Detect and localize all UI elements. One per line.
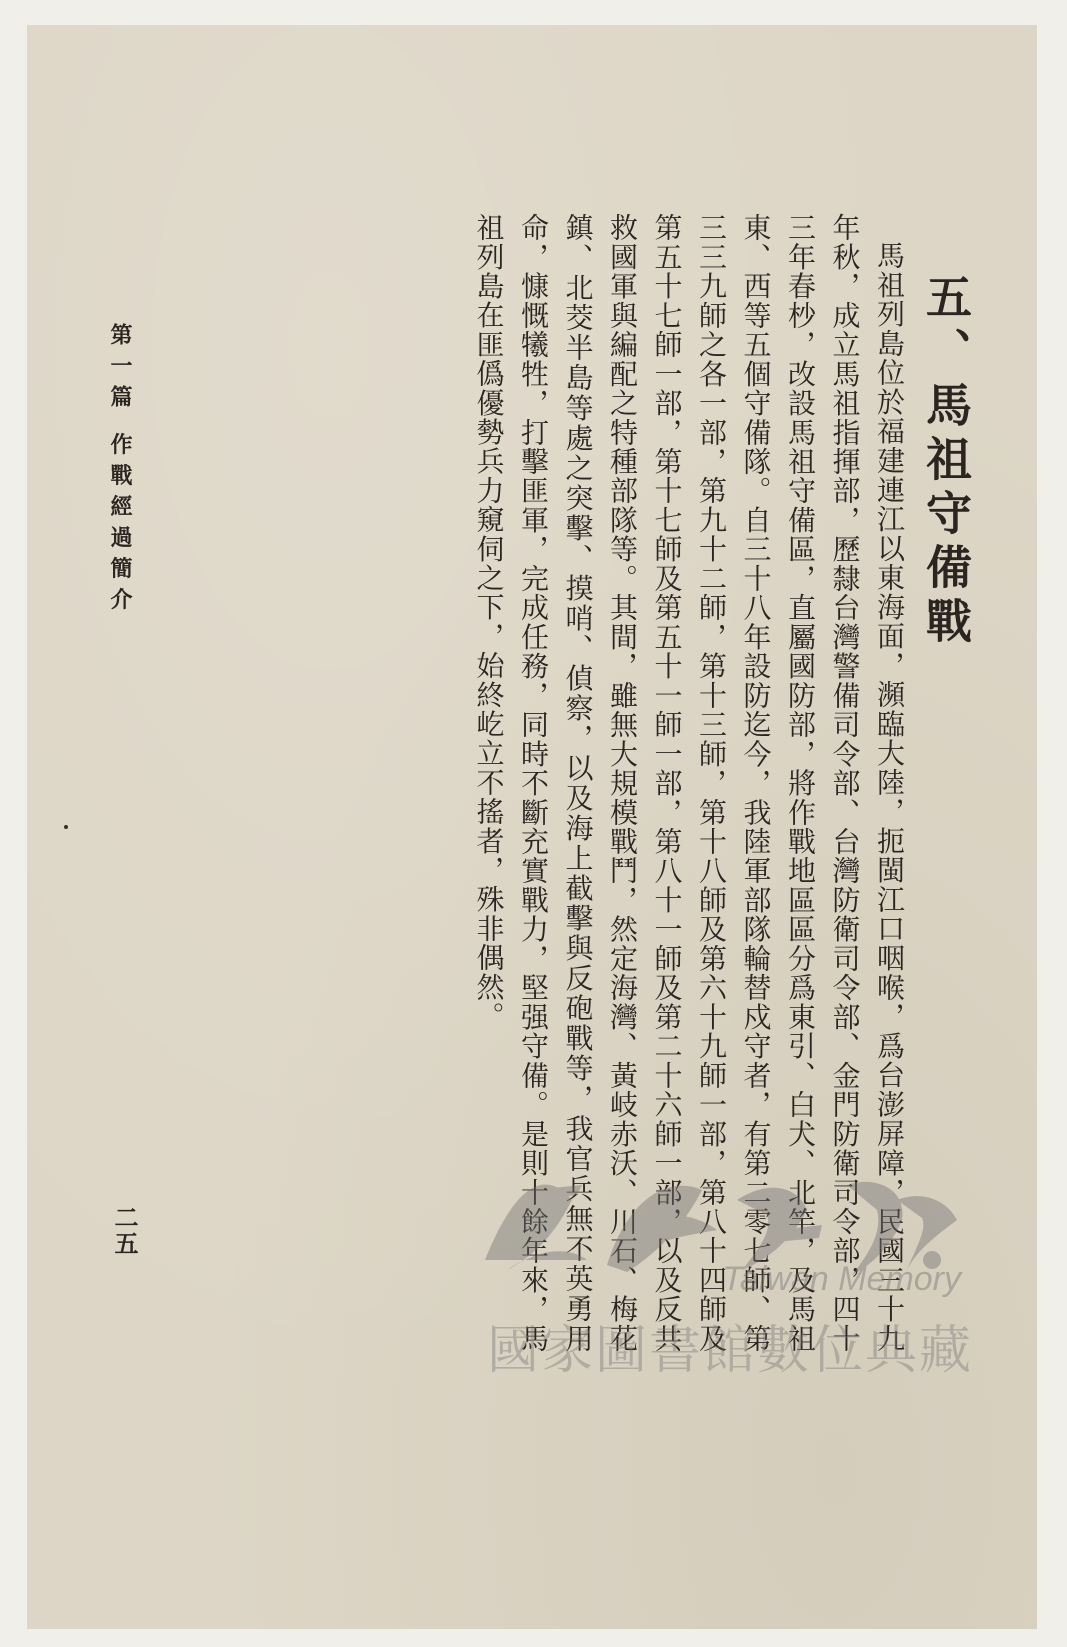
ink-speck [64,825,68,829]
body-text [466,213,911,1353]
body-paragraph: 馬祖列島位於福建連江以東海面，瀕臨大陸，扼閩江口咽喉，爲台澎屏障，民國三十九年秋，成立馬祖指揮部，歷隸台灣警備司令部、台灣防衛司令部、金門防衛司令部，四十三年春杪，改設馬祖守備區，直屬國防部，將作戰地區區分爲東引、白犬、北竿，及馬祖東、西等五個守備隊。自三十八年設防迄今，我陸軍部隊輪替戍守者，有第二零七師、第三三九師之各一部，第九十二師，第十三師，第十八師及第六十九師一部，第八十四師及第五十七師一部，第十七師及第五十一師一部，第八十一師及第二十六師一部，以及反共救國軍與編配之特種部隊等。其間，雖無大規模戰鬥，然定海灣、黃岐赤沃、川石、梅花鎮、北茭半島等處之突擊、摸哨、偵察，以及海上截擊與反砲戰等，我官兵無不英勇用命，慷慨犧牲，打擊匪軍，完成任務，同時不斷充實戰力，堅强守備。是則十餘年來，馬祖列島在匪僞優勢兵力窺伺之下，始終屹立不搖者，殊非偶然。 [472,213,906,1353]
chapter-label: 第一篇 作戰經過簡介 [107,323,133,619]
watermark-chinese: 國家圖書館數位典藏 [487,1321,974,1381]
book-page [27,25,1037,1629]
page-number: 二五 [110,1205,139,1257]
section-title: 五、馬祖守備戰 [919,273,973,651]
watermark-english: Taiwan Memory [722,1260,961,1298]
